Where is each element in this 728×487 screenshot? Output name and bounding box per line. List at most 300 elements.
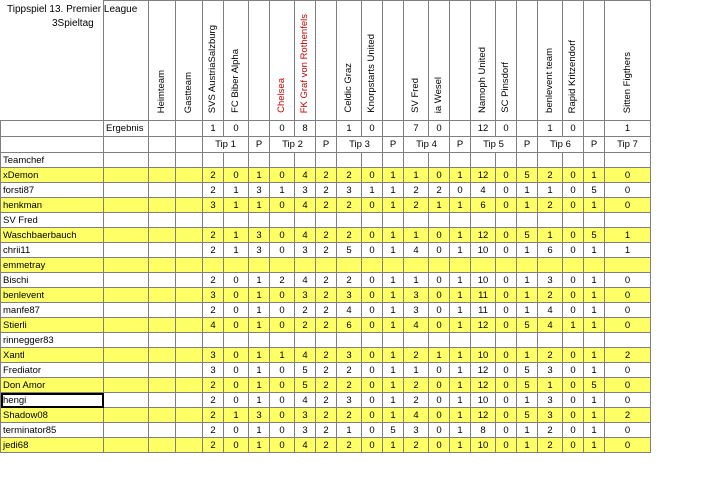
points-cell[interactable]: 1	[383, 408, 404, 423]
tip-cell[interactable]: 0	[270, 198, 295, 213]
tip-cell[interactable]: 0	[496, 348, 517, 363]
result-home[interactable]: 1	[538, 121, 563, 137]
cell[interactable]	[149, 273, 176, 288]
points-cell[interactable]: 1	[517, 393, 538, 408]
tip-cell[interactable]: 0	[605, 318, 651, 333]
cell[interactable]	[104, 288, 149, 303]
tip-cell[interactable]: 2	[538, 348, 563, 363]
points-cell[interactable]: 1	[517, 303, 538, 318]
player-name[interactable]: jedi68	[1, 438, 104, 453]
tip-cell[interactable]: 0	[362, 228, 383, 243]
tip-cell[interactable]: 1	[337, 423, 362, 438]
tip-cell[interactable]: 4	[404, 408, 429, 423]
points-cell[interactable]: 1	[584, 303, 605, 318]
points-cell[interactable]: 1	[450, 243, 471, 258]
points-cell[interactable]: 1	[249, 363, 270, 378]
tip-cell[interactable]	[538, 333, 563, 348]
tip-cell[interactable]: 3	[538, 273, 563, 288]
tip-cell[interactable]: 4	[295, 273, 316, 288]
tip-cell[interactable]	[538, 213, 563, 228]
tip-cell[interactable]: 2	[429, 183, 450, 198]
points-cell[interactable]: 1	[249, 303, 270, 318]
points-cell[interactable]	[249, 333, 270, 348]
tip-cell[interactable]: 1	[563, 318, 584, 333]
points-cell[interactable]: 1	[584, 348, 605, 363]
points-cell[interactable]: 2	[316, 318, 337, 333]
tip-cell[interactable]: 6	[538, 243, 563, 258]
tip-cell[interactable]: 4	[404, 318, 429, 333]
cell[interactable]	[104, 258, 149, 273]
tip-cell[interactable]: 0	[496, 288, 517, 303]
points-cell[interactable]: 3	[249, 243, 270, 258]
tip-cell[interactable]: 2	[203, 408, 224, 423]
team-header[interactable]	[496, 1, 517, 121]
tip-cell[interactable]: 2	[295, 303, 316, 318]
points-cell[interactable]: 1	[584, 273, 605, 288]
cell[interactable]	[149, 258, 176, 273]
tip-cell[interactable]: 1	[538, 378, 563, 393]
cell[interactable]	[104, 243, 149, 258]
points-cell[interactable]	[517, 333, 538, 348]
tip-cell[interactable]: 0	[563, 348, 584, 363]
tip-cell[interactable]: 0	[429, 303, 450, 318]
cell[interactable]	[176, 288, 203, 303]
points-cell[interactable]: 1	[450, 393, 471, 408]
ergebnis-label[interactable]: Ergebnis	[104, 121, 149, 137]
tip-cell[interactable]: 10	[471, 393, 496, 408]
tip-cell[interactable]: 1	[224, 183, 249, 198]
cell[interactable]	[149, 228, 176, 243]
tip-cell[interactable]: 0	[605, 303, 651, 318]
tip-label[interactable]: Tip 4	[404, 137, 450, 153]
tip-cell[interactable]: 2	[337, 168, 362, 183]
points-cell[interactable]: 1	[450, 288, 471, 303]
points-cell[interactable]	[450, 333, 471, 348]
tip-cell[interactable]: 0	[224, 393, 249, 408]
tip-cell[interactable]: 1	[605, 228, 651, 243]
player-name[interactable]: henkman	[1, 198, 104, 213]
tip-cell[interactable]: 0	[496, 183, 517, 198]
cell[interactable]	[149, 333, 176, 348]
tip-cell[interactable]: 0	[224, 348, 249, 363]
player-name[interactable]: terminator85	[1, 423, 104, 438]
tip-cell[interactable]: 0	[224, 288, 249, 303]
cell[interactable]	[104, 318, 149, 333]
cell[interactable]	[176, 198, 203, 213]
tip-cell[interactable]: 3	[295, 243, 316, 258]
points-cell[interactable]: 1	[383, 183, 404, 198]
result-home[interactable]: 12	[471, 121, 496, 137]
teamchef-label[interactable]: Teamchef	[1, 153, 104, 168]
cell[interactable]	[176, 168, 203, 183]
tip-cell[interactable]: 0	[605, 183, 651, 198]
tip-cell[interactable]: 1	[404, 168, 429, 183]
tip-cell[interactable]: 0	[270, 168, 295, 183]
result-home[interactable]: 1	[203, 121, 224, 137]
points-cell[interactable]: 1	[249, 348, 270, 363]
tip-cell[interactable]: 0	[362, 303, 383, 318]
cell[interactable]	[538, 153, 563, 168]
cell[interactable]	[316, 121, 337, 137]
cell[interactable]	[176, 303, 203, 318]
tip-cell[interactable]: 4	[295, 438, 316, 453]
team-header[interactable]	[471, 1, 496, 121]
points-cell[interactable]	[517, 258, 538, 273]
tip-cell[interactable]: 2	[538, 198, 563, 213]
tip-cell[interactable]: 0	[563, 228, 584, 243]
team-header[interactable]	[404, 1, 429, 121]
result-away[interactable]: 0	[496, 121, 517, 137]
team-header[interactable]	[538, 1, 563, 121]
cell[interactable]	[104, 438, 149, 453]
cell[interactable]	[337, 153, 362, 168]
tip-cell[interactable]	[203, 213, 224, 228]
cell[interactable]	[149, 303, 176, 318]
tip-cell[interactable]: 0	[563, 288, 584, 303]
points-cell[interactable]: 2	[316, 168, 337, 183]
tip-cell[interactable]: 3	[538, 393, 563, 408]
tip-cell[interactable]: 2	[203, 303, 224, 318]
tip-cell[interactable]: 12	[471, 363, 496, 378]
tip-cell[interactable]: 0	[429, 228, 450, 243]
points-cell[interactable]: 1	[517, 183, 538, 198]
tip-cell[interactable]	[362, 213, 383, 228]
tip-cell[interactable]: 2	[337, 228, 362, 243]
tip-cell[interactable]: 0	[362, 243, 383, 258]
points-cell[interactable]: 1	[584, 363, 605, 378]
tip-cell[interactable]: 0	[362, 408, 383, 423]
points-cell[interactable]: 1	[383, 303, 404, 318]
points-cell[interactable]: 1	[383, 363, 404, 378]
player-name[interactable]: Xantl	[1, 348, 104, 363]
tip-cell[interactable]: 4	[295, 228, 316, 243]
points-cell[interactable]: 5	[517, 363, 538, 378]
tip-cell[interactable]: 0	[496, 393, 517, 408]
points-cell[interactable]: 1	[383, 288, 404, 303]
points-cell[interactable]: 5	[517, 228, 538, 243]
cell[interactable]	[383, 121, 404, 137]
tip-cell[interactable]: 0	[605, 168, 651, 183]
cell[interactable]	[104, 363, 149, 378]
tip-cell[interactable]	[270, 258, 295, 273]
tip-cell[interactable]	[337, 333, 362, 348]
tip-cell[interactable]: 6	[337, 318, 362, 333]
tip-cell[interactable]	[362, 258, 383, 273]
tip-label[interactable]: Tip 7	[605, 137, 651, 153]
points-cell[interactable]: 2	[316, 423, 337, 438]
points-cell[interactable]: 1	[584, 423, 605, 438]
cell[interactable]	[104, 137, 149, 153]
tip-cell[interactable]: 0	[429, 318, 450, 333]
tip-cell[interactable]: 0	[224, 363, 249, 378]
tip-cell[interactable]: 1	[429, 198, 450, 213]
cell[interactable]	[149, 183, 176, 198]
tip-cell[interactable]: 3	[404, 288, 429, 303]
result-away[interactable]: 0	[362, 121, 383, 137]
team-header[interactable]	[337, 1, 362, 121]
tip-cell[interactable]: 2	[538, 168, 563, 183]
tip-cell[interactable]: 0	[224, 378, 249, 393]
tip-cell[interactable]: 0	[496, 438, 517, 453]
gastteam-header[interactable]	[176, 1, 203, 121]
points-cell[interactable]: 1	[383, 273, 404, 288]
tip-cell[interactable]: 3	[203, 348, 224, 363]
tip-cell[interactable]: 5	[295, 378, 316, 393]
points-cell[interactable]: 5	[383, 423, 404, 438]
tip-cell[interactable]: 2	[270, 273, 295, 288]
tip-cell[interactable]: 2	[337, 198, 362, 213]
cell[interactable]	[104, 183, 149, 198]
cell[interactable]	[104, 378, 149, 393]
cell[interactable]	[404, 153, 429, 168]
cell[interactable]	[176, 243, 203, 258]
tip-cell[interactable]: 0	[496, 378, 517, 393]
points-cell[interactable]: 1	[450, 303, 471, 318]
points-cell[interactable]: 1	[584, 318, 605, 333]
tip-cell[interactable]: 0	[270, 318, 295, 333]
tip-cell[interactable]: 0	[563, 438, 584, 453]
tip-cell[interactable]: 0	[429, 273, 450, 288]
points-cell[interactable]	[316, 213, 337, 228]
tip-label[interactable]: Tip 6	[538, 137, 584, 153]
tip-cell[interactable]: 4	[538, 303, 563, 318]
result-home[interactable]: 1	[337, 121, 362, 137]
points-cell[interactable]: 2	[316, 288, 337, 303]
tip-cell[interactable]: 0	[496, 243, 517, 258]
points-cell[interactable]	[383, 258, 404, 273]
player-name[interactable]: rinnegger83	[1, 333, 104, 348]
cell[interactable]	[176, 153, 203, 168]
tip-cell[interactable]	[404, 258, 429, 273]
tip-cell[interactable]: 1	[538, 228, 563, 243]
tip-cell[interactable]: 2	[404, 438, 429, 453]
cell[interactable]	[249, 121, 270, 137]
tip-cell[interactable]: 0	[496, 198, 517, 213]
tip-cell[interactable]	[404, 213, 429, 228]
tip-cell[interactable]: 2	[203, 273, 224, 288]
points-cell[interactable]: 1	[249, 423, 270, 438]
cell[interactable]	[149, 408, 176, 423]
p-label[interactable]: P	[316, 137, 337, 153]
points-cell[interactable]	[584, 333, 605, 348]
tip-cell[interactable]: 3	[203, 198, 224, 213]
player-name[interactable]: Frediator	[1, 363, 104, 378]
result-away[interactable]: 0	[563, 121, 584, 137]
tip-cell[interactable]: 3	[295, 183, 316, 198]
result-away[interactable]: 0	[224, 121, 249, 137]
cell[interactable]	[104, 168, 149, 183]
tip-cell[interactable]: 0	[496, 168, 517, 183]
tip-cell[interactable]: 1	[404, 273, 429, 288]
tip-cell[interactable]: 1	[224, 243, 249, 258]
cell[interactable]	[176, 348, 203, 363]
cell[interactable]	[176, 183, 203, 198]
tip-cell[interactable]: 0	[270, 228, 295, 243]
cell[interactable]	[149, 423, 176, 438]
cell[interactable]	[176, 213, 203, 228]
points-cell[interactable]: 2	[316, 408, 337, 423]
tip-cell[interactable]: 12	[471, 318, 496, 333]
tip-cell[interactable]: 2	[605, 348, 651, 363]
tip-cell[interactable]: 8	[471, 423, 496, 438]
cell[interactable]	[176, 228, 203, 243]
tip-cell[interactable]: 1	[605, 243, 651, 258]
tip-cell[interactable]: 2	[605, 408, 651, 423]
cell[interactable]	[362, 153, 383, 168]
cell[interactable]	[104, 228, 149, 243]
tip-cell[interactable]: 10	[471, 438, 496, 453]
result-home[interactable]: 1	[605, 121, 651, 137]
tip-cell[interactable]: 1	[429, 348, 450, 363]
points-cell[interactable]: 1	[450, 228, 471, 243]
points-cell[interactable]: 1	[517, 273, 538, 288]
tip-cell[interactable]: 0	[362, 423, 383, 438]
tip-cell[interactable]: 12	[471, 408, 496, 423]
points-cell[interactable]: 1	[450, 168, 471, 183]
points-cell[interactable]	[450, 258, 471, 273]
points-cell[interactable]	[450, 213, 471, 228]
tip-cell[interactable]	[203, 333, 224, 348]
points-cell[interactable]: 1	[249, 168, 270, 183]
points-cell[interactable]	[517, 213, 538, 228]
tip-cell[interactable]: 0	[605, 378, 651, 393]
tip-cell[interactable]: 3	[404, 303, 429, 318]
tip-cell[interactable]: 1	[538, 183, 563, 198]
tip-cell[interactable]: 0	[362, 393, 383, 408]
tip-cell[interactable]	[203, 258, 224, 273]
tip-cell[interactable]	[337, 258, 362, 273]
points-cell[interactable]: 1	[517, 348, 538, 363]
cell[interactable]	[496, 153, 517, 168]
player-name[interactable]: Waschbaerbauch	[1, 228, 104, 243]
tip-cell[interactable]: 5	[337, 243, 362, 258]
tip-cell[interactable]	[295, 333, 316, 348]
player-name[interactable]: Don Amor	[1, 378, 104, 393]
player-name[interactable]: Shadow08	[1, 408, 104, 423]
tip-label[interactable]: Tip 5	[471, 137, 517, 153]
cell[interactable]	[176, 273, 203, 288]
tip-cell[interactable]: 2	[337, 378, 362, 393]
cell[interactable]	[149, 318, 176, 333]
points-cell[interactable]: 3	[249, 408, 270, 423]
cell[interactable]	[149, 137, 176, 153]
points-cell[interactable]: 2	[316, 378, 337, 393]
cell[interactable]	[176, 423, 203, 438]
tip-cell[interactable]: 0	[563, 408, 584, 423]
tip-label[interactable]: Tip 1	[203, 137, 249, 153]
tip-cell[interactable]: 0	[605, 393, 651, 408]
points-cell[interactable]: 1	[450, 273, 471, 288]
points-cell[interactable]	[383, 213, 404, 228]
tip-cell[interactable]: 4	[471, 183, 496, 198]
tip-cell[interactable]: 4	[295, 168, 316, 183]
tip-cell[interactable]: 0	[496, 318, 517, 333]
tip-cell[interactable]: 2	[337, 438, 362, 453]
points-cell[interactable]: 5	[517, 318, 538, 333]
tip-cell[interactable]: 1	[224, 198, 249, 213]
tip-cell[interactable]: 2	[538, 288, 563, 303]
points-header-blank[interactable]	[450, 1, 471, 121]
tip-cell[interactable]: 3	[295, 408, 316, 423]
p-label[interactable]: P	[249, 137, 270, 153]
tip-label[interactable]: Tip 2	[270, 137, 316, 153]
result-home[interactable]: 0	[270, 121, 295, 137]
tip-cell[interactable]: 10	[471, 348, 496, 363]
tip-cell[interactable]: 2	[337, 408, 362, 423]
points-cell[interactable]: 3	[249, 183, 270, 198]
tip-cell[interactable]: 0	[224, 168, 249, 183]
tip-cell[interactable]: 0	[270, 423, 295, 438]
cell[interactable]	[605, 153, 651, 168]
cell[interactable]	[429, 153, 450, 168]
tip-cell[interactable]: 2	[404, 378, 429, 393]
cell[interactable]	[1, 137, 104, 153]
team-header[interactable]	[270, 1, 295, 121]
tip-cell[interactable]: 0	[362, 348, 383, 363]
team-header[interactable]	[362, 1, 383, 121]
tip-cell[interactable]: 2	[337, 273, 362, 288]
tip-cell[interactable]: 0	[496, 303, 517, 318]
tip-cell[interactable]: 0	[270, 363, 295, 378]
tip-cell[interactable]: 0	[605, 288, 651, 303]
tip-cell[interactable]: 0	[224, 423, 249, 438]
tip-cell[interactable]: 2	[337, 363, 362, 378]
cell[interactable]	[316, 153, 337, 168]
tip-cell[interactable]: 0	[563, 183, 584, 198]
cell[interactable]	[471, 153, 496, 168]
cell[interactable]	[104, 153, 149, 168]
tip-cell[interactable]	[295, 258, 316, 273]
tip-cell[interactable]: 1	[404, 363, 429, 378]
tip-cell[interactable]: 0	[496, 363, 517, 378]
tip-cell[interactable]: 0	[429, 423, 450, 438]
tip-cell[interactable]: 0	[563, 423, 584, 438]
player-name[interactable]: benlevent	[1, 288, 104, 303]
team-header[interactable]	[203, 1, 224, 121]
tip-cell[interactable]: 0	[362, 438, 383, 453]
cell[interactable]	[270, 153, 295, 168]
ergebnis-blank[interactable]	[1, 121, 104, 137]
tip-cell[interactable]: 0	[496, 228, 517, 243]
player-name[interactable]: manfe87	[1, 303, 104, 318]
tip-cell[interactable]	[295, 213, 316, 228]
tip-cell[interactable]: 0	[270, 438, 295, 453]
tip-cell[interactable]: 2	[538, 423, 563, 438]
tip-cell[interactable]: 0	[429, 168, 450, 183]
points-cell[interactable]: 5	[517, 408, 538, 423]
tip-cell[interactable]	[605, 213, 651, 228]
player-name[interactable]: hengi	[1, 393, 104, 408]
tip-cell[interactable]	[563, 258, 584, 273]
tip-cell[interactable]: 0	[362, 288, 383, 303]
player-name[interactable]: xDemon	[1, 168, 104, 183]
points-cell[interactable]: 1	[584, 243, 605, 258]
tip-cell[interactable]: 0	[563, 393, 584, 408]
cell[interactable]	[563, 153, 584, 168]
points-cell[interactable]: 1	[584, 198, 605, 213]
tip-cell[interactable]	[496, 213, 517, 228]
cell[interactable]	[383, 153, 404, 168]
points-cell[interactable]: 1	[584, 393, 605, 408]
points-cell[interactable]: 1	[450, 423, 471, 438]
tip-cell[interactable]: 12	[471, 168, 496, 183]
tip-cell[interactable]	[496, 258, 517, 273]
cell[interactable]	[149, 348, 176, 363]
points-cell[interactable]: 5	[584, 183, 605, 198]
cell[interactable]	[149, 438, 176, 453]
tip-cell[interactable]: 2	[404, 183, 429, 198]
tip-cell[interactable]: 0	[362, 363, 383, 378]
